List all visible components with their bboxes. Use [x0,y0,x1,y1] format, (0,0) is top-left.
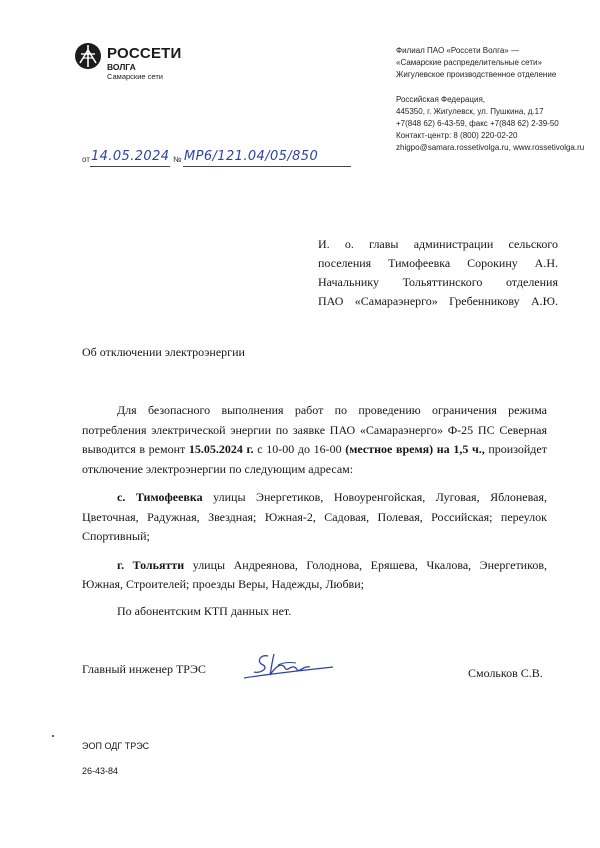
ref-date-underline [90,166,170,167]
signatory-name: Смольков С.В. [468,666,543,680]
ref-from-label: от [82,155,90,164]
addressee-block [318,235,558,311]
contact-line: Российская Федерация, [396,95,486,104]
letter-subject: Об отключении электроэнергии [82,345,245,359]
addressee-line: поселения Тимофеевка Сорокину А.Н. [318,256,558,270]
outage-date: 15.05.2024 г. [188,442,254,456]
paragraph-intro [82,401,547,479]
org-line: «Самарские распределительные сети» [396,58,542,67]
company-logo [74,40,194,80]
org-line: Филиал ПАО «Россети Волга» — [396,46,519,55]
document-reference [82,149,372,173]
signatory-title: Главный инженер ТРЭС [82,662,206,676]
logo-subtitle: Самарские сети [107,72,163,81]
contact-line: 445350, г. Жигулевск, ул. Пушкина, д.17 [396,107,544,116]
outage-duration: (местное время) на 1,5 ч., [345,442,485,456]
handwritten-signature [238,648,338,688]
contact-line: +7(848 62) 6-43-59, факс +7(848 62) 2-39-50 [396,119,559,128]
streets-tolyatti: улицы Андреянова, Голоднова, Еряшева, Чкалова, Энергетиков, Южная, Строителей; проезды Веры, Надежды, Любви; [82,557,547,591]
ref-number-label: № [173,155,182,164]
place-timofeevka: с. Тимофеевка [117,490,203,504]
ref-date: 14.05.2024 [91,149,170,164]
page-mark [52,735,54,737]
ref-number-underline [183,166,351,167]
outage-hours: с 10-00 до 16-00 [253,442,346,456]
contact-line: zhigpo@samara.rossetivolga.ru, www.rossetivolga.ru [396,143,585,152]
addressee-line: Начальнику Тольяттинского отделения [318,275,558,289]
logo-name: РОССЕТИ [107,45,182,62]
streets-timofeevka: улицы Энергетиков, Новоуренгойская, Луговая, Яблоневая, Цветочная, Радужная, Звездная; Южная-2, Садовая, Полевая, Российская; переулок Спортивный; [82,490,547,543]
paragraph-timofeevka [82,488,547,547]
executor-unit: ЭОП ОДГ ТРЭС [82,741,150,751]
ref-number: МР6/121.04/05/850 [184,149,319,164]
paragraph-ktp: По абонентским КТП данных нет. [117,603,292,618]
rosseti-logo-icon [74,42,102,70]
letter-body [82,401,547,621]
intro-tail: произойдет отключение электроэнергии по следующим адресам: [82,442,547,476]
addressee-line: ПАО «Самараэнерго» Гребенникову А.Ю. [318,294,558,308]
paragraph-tolyatti [82,556,547,595]
addressee-line: И. о. главы администрации сельского [318,237,558,251]
contact-line: Контакт-центр: 8 (800) 220-02-20 [396,131,518,140]
org-line: Жигулевское производственное отделение [396,70,557,79]
intro-text: Для безопасного выполнения работ по проведению ограничения режима потребления электрической энергии по заявке ПАО «Самараэнерго» Ф-25 ПС Северная выводится в ремонт [82,403,547,456]
executor-phone: 26-43-84 [82,766,119,776]
place-tolyatti: г. Тольятти [117,557,185,572]
organization-details [396,45,596,154]
logo-region: ВОЛГА [107,62,136,72]
